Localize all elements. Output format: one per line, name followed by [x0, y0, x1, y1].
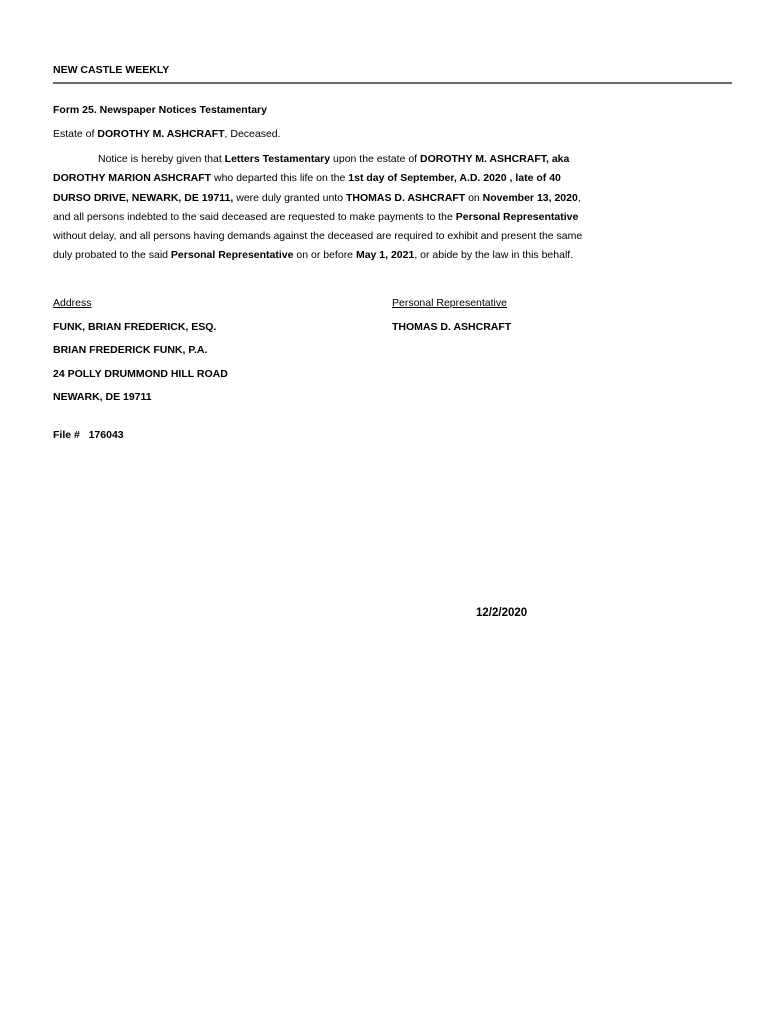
notice-text: Notice is hereby given that	[98, 153, 225, 165]
notice-text: and all persons indebted to the said deceased are requested to make payments to the	[53, 210, 456, 223]
representative-label: Personal Representative	[392, 297, 507, 309]
address-block	[53, 321, 228, 414]
notice-text: ,	[577, 191, 581, 204]
notice-text: without delay, and all persons having demands against the deceased are required to exhibit and present the same	[53, 230, 583, 243]
file-number: File # 176043	[53, 429, 124, 441]
notice-line-4	[53, 208, 633, 227]
notice-text: , or abide by the law in this behalf.	[414, 249, 574, 262]
notice-bold-text: Personal Representative	[170, 249, 294, 262]
notice-bold-text: May 1, 2021	[355, 249, 415, 262]
notice-line-5	[53, 227, 633, 246]
notice-text: were duly granted unto	[233, 191, 346, 204]
address-line: 24 POLLY DRUMMOND HILL ROAD	[53, 367, 228, 380]
address-line: NEWARK, DE 19711	[53, 390, 152, 403]
publication-title: NEW CASTLE WEEKLY	[53, 64, 170, 76]
notice-text: on or before	[293, 249, 356, 262]
publication-date: 12/2/2020	[476, 607, 528, 619]
notice-bold-text: DURSO DRIVE, NEWARK, DE 19711,	[53, 191, 234, 204]
estate-suffix: , Deceased.	[224, 128, 281, 140]
notice-text: upon the estate of	[330, 153, 420, 165]
notice-bold-text: November 13, 2020	[482, 191, 578, 204]
address-line: BRIAN FREDERICK FUNK, P.A.	[53, 344, 208, 357]
header-divider	[53, 82, 732, 84]
notice-bold-text: 1st day of September, A.D. 2020 , late of 40	[348, 172, 561, 185]
notice-line-6	[53, 246, 633, 265]
notice-paragraph	[53, 150, 633, 266]
address-line: FUNK, BRIAN FREDERICK, ESQ.	[53, 321, 217, 333]
notice-bold-text: DOROTHY M. ASHCRAFT, aka	[420, 153, 570, 165]
notice-line-1	[53, 150, 633, 169]
notice-bold-text: DOROTHY MARION ASHCRAFT	[53, 172, 212, 185]
address-label: Address	[53, 297, 92, 309]
notice-line-2	[53, 169, 633, 188]
notice-bold-text: THOMAS D. ASHCRAFT	[345, 191, 466, 204]
notice-text: duly probated to the said	[53, 249, 171, 262]
estate-line	[53, 128, 281, 140]
notice-line-3	[53, 189, 633, 208]
form-title: Form 25. Newspaper Notices Testamentary	[53, 104, 267, 116]
notice-bold-text: Letters Testamentary	[224, 153, 331, 165]
notice-text: on	[465, 191, 483, 204]
estate-name: DOROTHY M. ASHCRAFT	[97, 128, 225, 140]
notice-bold-text: Personal Representative	[455, 210, 579, 223]
estate-prefix: Estate of	[53, 128, 98, 140]
notice-text: who departed this life on the	[211, 172, 349, 185]
representative-name: THOMAS D. ASHCRAFT	[392, 321, 512, 333]
